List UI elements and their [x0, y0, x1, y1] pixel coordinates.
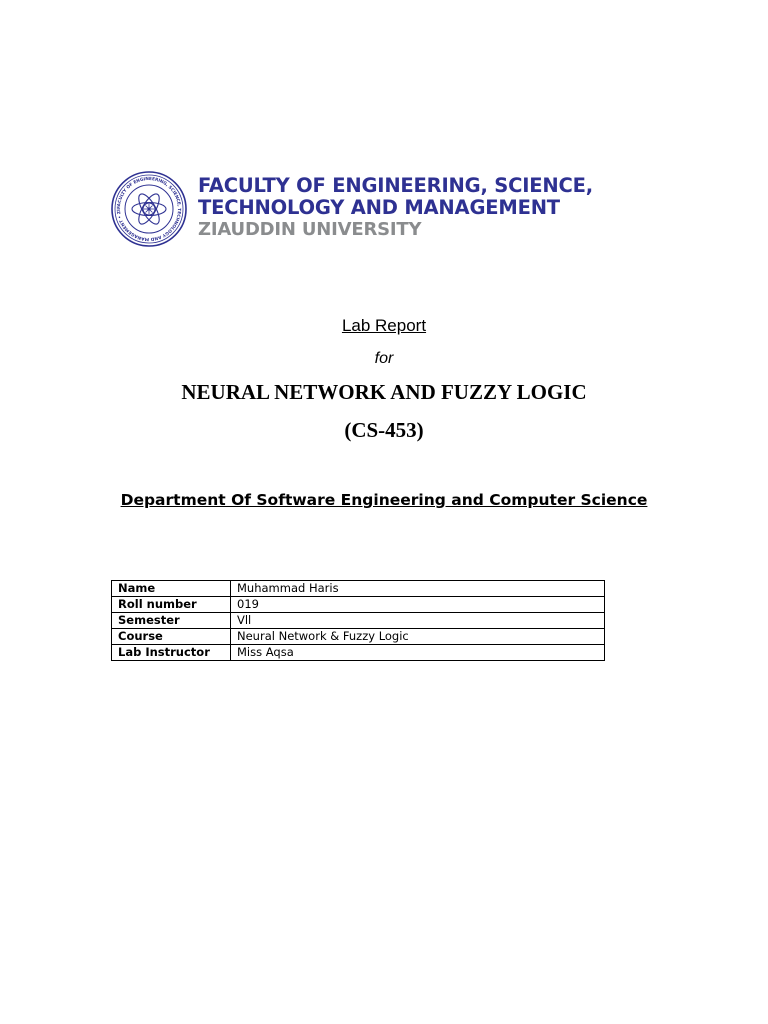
table-row [112, 597, 605, 613]
university-seal-icon [110, 171, 188, 247]
row-value: 019 [231, 597, 605, 613]
row-value: Muhammad Haris [231, 581, 605, 597]
faculty-name-block [198, 175, 630, 240]
student-info-table [111, 580, 605, 661]
lab-report-heading: Lab Report [341, 316, 427, 335]
row-label: Roll number [112, 597, 231, 613]
row-value: Neural Network & Fuzzy Logic [231, 629, 605, 645]
faculty-header [110, 171, 630, 247]
row-label: Semester [112, 613, 231, 629]
row-label: Lab Instructor [112, 645, 231, 661]
for-text: for [374, 350, 394, 367]
table-row [112, 645, 605, 661]
faculty-name-line-1: FACULTY OF ENGINEERING, SCIENCE, [198, 174, 593, 197]
row-label: Name [112, 581, 231, 597]
university-name: ZIAUDDIN UNIVERSITY [198, 219, 422, 240]
faculty-name-line-2: TECHNOLOGY AND MANAGEMENT [198, 196, 560, 219]
course-title: NEURAL NETWORK AND FUZZY LOGIC [181, 380, 587, 404]
row-value: Vll [231, 613, 605, 629]
table-row [112, 581, 605, 597]
table-row [112, 613, 605, 629]
department-heading: Department Of Software Engineering and Computer Science [120, 491, 648, 509]
course-code: (CS-453) [344, 418, 424, 442]
row-value: Miss Aqsa [231, 645, 605, 661]
row-label: Course [112, 629, 231, 645]
table-row [112, 629, 605, 645]
seal-ring-text: FACULTY OF ENGINEERING, SCIENCE, TECHNOLOGY AND MANAGEMENT • ZI [116, 176, 182, 242]
